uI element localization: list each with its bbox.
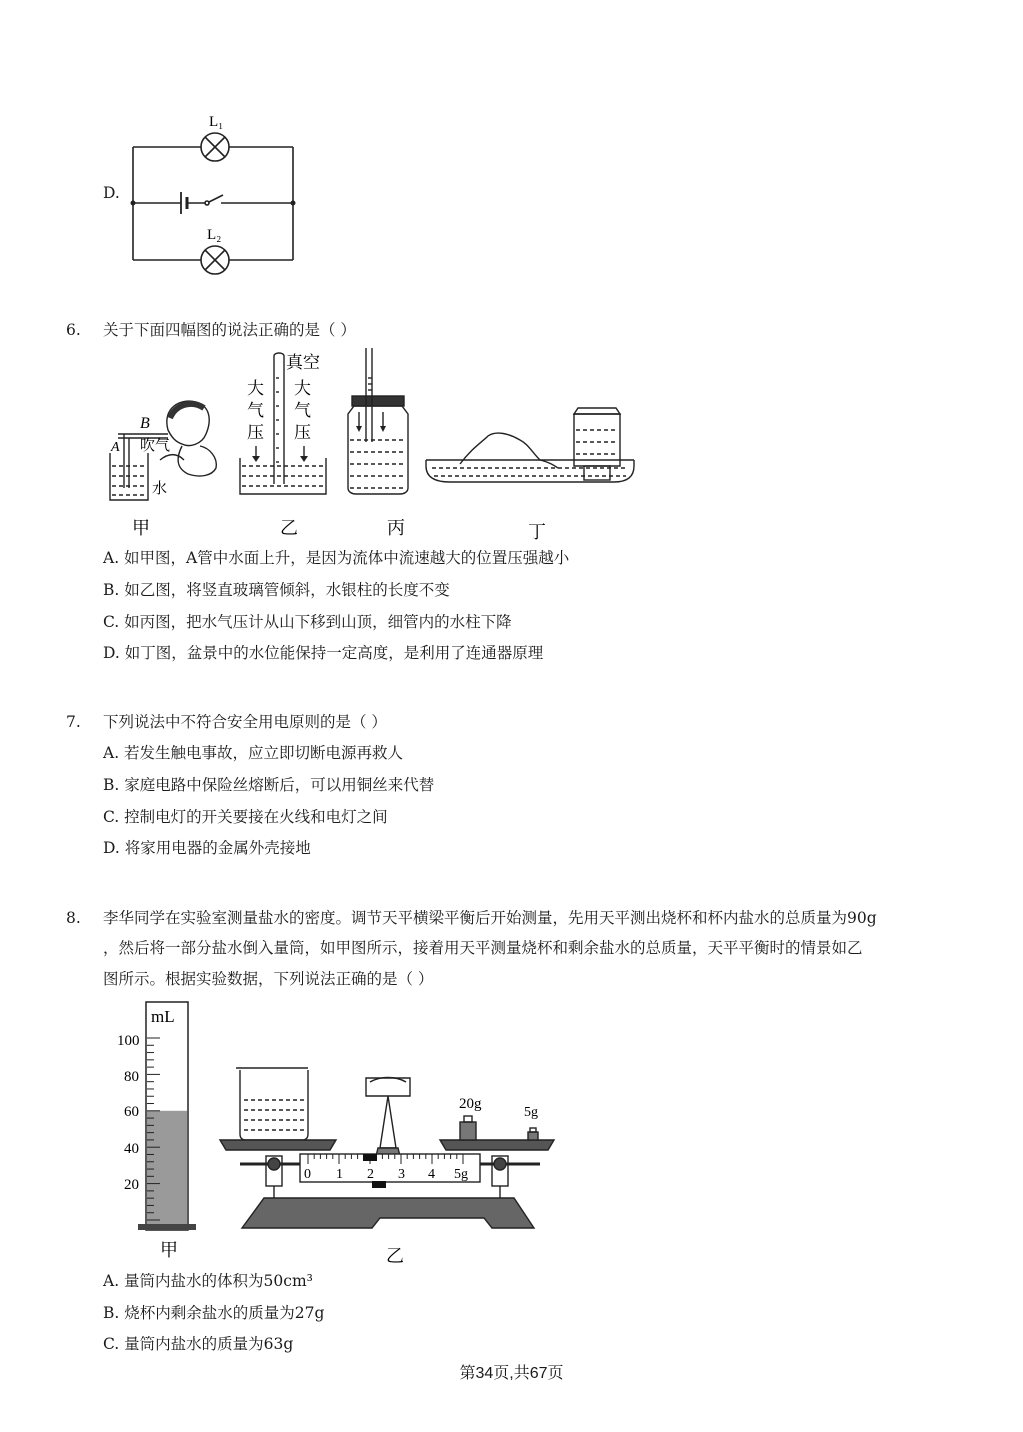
q8-number: 8. <box>66 909 81 927</box>
q8-stem-line-3: 图所示。根据实验数据，下列说法正确的是（ ） <box>103 970 434 988</box>
q8-option-a[interactable]: A. 量筒内盐水的体积为50cm³ <box>103 1272 313 1290</box>
q6-option-d[interactable]: D. 如丁图，盆景中的水位能保持一定高度，是利用了连通器原理 <box>103 644 544 662</box>
q6-option-b[interactable]: B. 如乙图，将竖直玻璃管倾斜，水银柱的长度不变 <box>103 581 450 599</box>
cylinder-tick-40: 40 <box>124 1141 139 1157</box>
fig-jia-water: 水 <box>152 479 168 497</box>
beam-label-3: 3 <box>398 1167 405 1182</box>
fig-yi-atm-right-3: 压 <box>294 423 311 443</box>
balance <box>220 1068 554 1228</box>
q7-stem: 下列说法中不符合安全用电原则的是（ ） <box>103 713 387 731</box>
q8-figures <box>100 998 560 1268</box>
fig-label-jia-8: 甲 <box>160 1240 178 1261</box>
q7-number: 7. <box>66 713 81 731</box>
beam-label-4: 4 <box>428 1167 435 1182</box>
weight-20g-label: 20g <box>459 1096 482 1112</box>
fig-yi-vacuum: 真空 <box>286 353 320 373</box>
q5-circuit-diagram <box>125 110 305 275</box>
q8-option-c[interactable]: C. 量筒内盐水的质量为63g <box>103 1335 294 1353</box>
fig-label-jia: 甲 <box>132 518 150 539</box>
q6-option-a[interactable]: A. 如甲图，A管中水面上升，是因为流体中流速越大的位置压强越小 <box>103 549 570 567</box>
fig-yi-atm-right-2: 气 <box>294 401 311 421</box>
q8-stem-line-2: ，然后将一部分盐水倒入量筒，如甲图所示，接着用天平测量烧杯和剩余盐水的总质量，天平平衡时的情景如乙 <box>103 939 863 957</box>
cylinder-unit: mL <box>151 1007 175 1026</box>
q7-option-b[interactable]: B. 家庭电路中保险丝熔断后，可以用铜丝来代替 <box>103 776 435 794</box>
fig-label-ding: 丁 <box>528 522 546 543</box>
fig-jia-a: A <box>111 440 120 455</box>
beam-label-5g: 5g <box>454 1167 468 1182</box>
q5-option-d-label: D. <box>103 184 120 202</box>
cylinder-liquid <box>147 1111 187 1229</box>
fig-label-yi-8: 乙 <box>386 1246 404 1267</box>
lamp1-label: L₁ <box>209 114 224 130</box>
fig-jia-b: B <box>140 415 150 432</box>
q7-option-c[interactable]: C. 控制电灯的开关要接在火线和电灯之间 <box>103 808 388 826</box>
q7-option-d[interactable]: D. 将家用电器的金属外壳接地 <box>103 839 311 857</box>
fig-label-bing: 丙 <box>387 518 405 539</box>
cylinder-tick-60: 60 <box>124 1104 139 1120</box>
q6-stem: 关于下面四幅图的说法正确的是（ ） <box>103 321 356 339</box>
balance-rider <box>363 1154 377 1161</box>
beam-label-0: 0 <box>304 1167 311 1182</box>
fig-jia-blow: 吹气 <box>140 436 171 454</box>
beam-label-1: 1 <box>336 1167 343 1182</box>
cylinder-tick-20: 20 <box>124 1177 139 1193</box>
q6-option-c[interactable]: C. 如丙图，把水气压计从山下移到山顶，细管内的水柱下降 <box>103 613 512 631</box>
fig-label-yi: 乙 <box>280 518 298 539</box>
fig-yi-atm-left-2: 气 <box>247 401 264 421</box>
q8-option-b[interactable]: B. 烧杯内剩余盐水的质量为27g <box>103 1304 325 1322</box>
cylinder-tick-80: 80 <box>124 1069 139 1085</box>
beam-label-2: 2 <box>367 1167 374 1182</box>
q8-stem-line-1: 李华同学在实验室测量盐水的密度。调节天平横梁平衡后开始测量，先用天平测出烧杯和杯内盐水的总质量为90g <box>103 909 877 927</box>
cylinder-tick-100: 100 <box>117 1033 140 1049</box>
lamp2-label: L₂ <box>207 227 222 243</box>
fig-yi-atm-right-1: 大 <box>294 379 311 399</box>
q6-number: 6. <box>66 321 81 339</box>
q7-option-a[interactable]: A. 若发生触电事故，应立即切断电源再救人 <box>103 744 404 762</box>
graduated-cylinder <box>117 1002 196 1230</box>
page-footer: 第34页,共67页 <box>459 1365 564 1382</box>
fig-yi-atm-left-3: 压 <box>247 423 264 443</box>
fig-yi-atm-left-1: 大 <box>247 379 264 399</box>
weight-5g-label: 5g <box>524 1105 538 1120</box>
q6-figures <box>100 348 640 546</box>
